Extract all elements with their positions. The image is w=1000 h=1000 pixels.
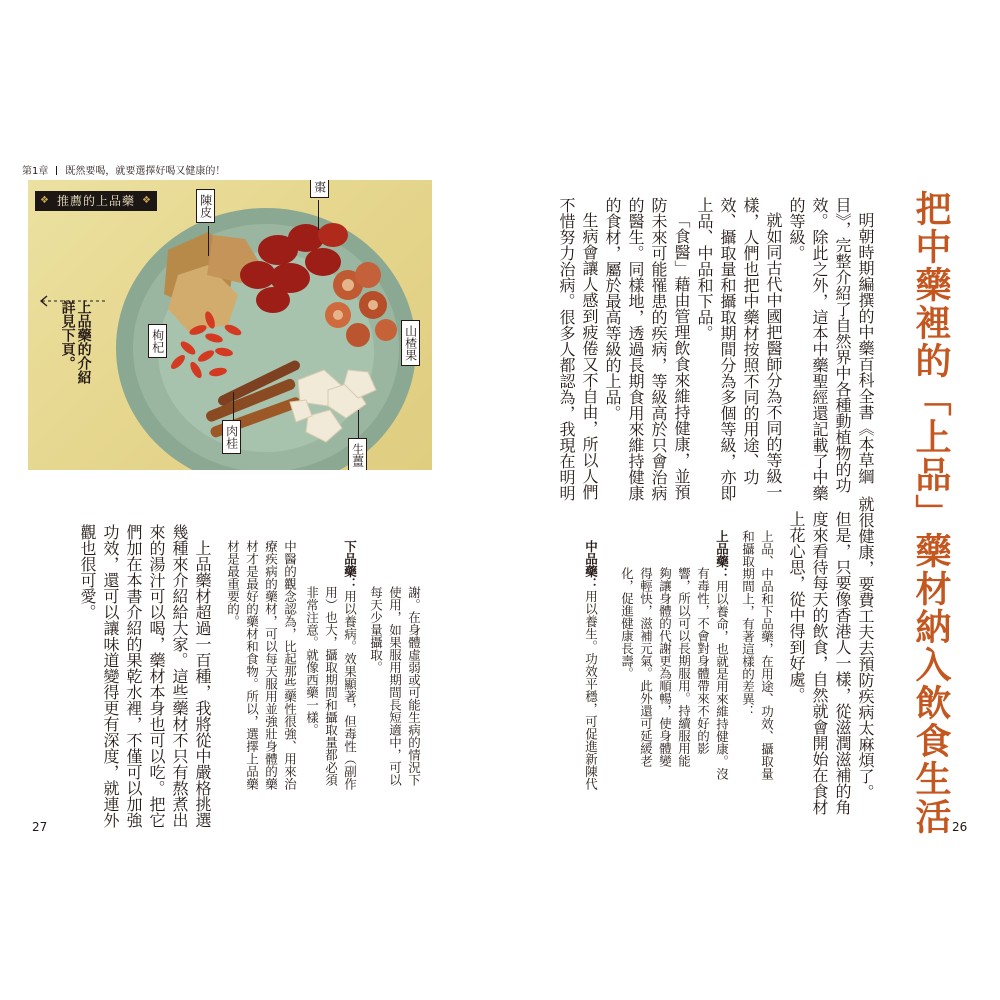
label-ginger: 生薑 <box>348 438 367 470</box>
label-cinnamon: 肉桂 <box>222 420 241 454</box>
small-line: 材才是最好的藥材和食物。所以，選擇上品藥 <box>244 540 260 790</box>
page-number-left: 27 <box>32 820 48 834</box>
body-line: 上品藥材超過一百種，我將從中嚴格挑選 <box>193 540 212 828</box>
small-line: 使用，如果服用期間長短適中，可以 <box>387 586 403 786</box>
middle-grade-term: 中品藥： <box>583 540 599 590</box>
body-line: 明朝時期編撰的中藥百科全書《本草綱 <box>856 212 875 484</box>
middle-grade-line: 中品藥：用以養生。功效平穩，可促進新陳代 <box>583 540 599 790</box>
body-line: 效。除此之外，這本中藥聖經還記載了中藥 <box>810 197 829 501</box>
chapter-subtitle: 既然要喝，就要選擇好喝又健康的！ <box>65 166 226 177</box>
upper-grade-term: 上品藥： <box>714 530 730 580</box>
body-line: 的等級。 <box>787 197 806 261</box>
label-goji: 枸杞 <box>148 324 167 358</box>
body-line: 觀也很可愛。 <box>78 524 97 620</box>
leader-jujube <box>318 200 319 230</box>
body-line: 樣，人們也把中藥材按照不同的用途、功 <box>741 197 760 485</box>
small-line: 中醫的觀念認為，比起那些藥性很強、用來治 <box>282 540 298 790</box>
upper-grade-line: 上品藥：用以養命，也就是用來維持健康。沒 <box>714 530 730 780</box>
lower-grade-line: 下品藥：用以養病。效果顯著，但毒性（副作 <box>342 540 358 790</box>
small-line: 有毒性，不會對身體帶來不好的影 <box>695 567 711 755</box>
small-line: 響，所以可以長期服用。持續服用能 <box>676 567 692 767</box>
body-line: 「食醫」藉由管理飲食來維持健康，並預 <box>672 212 691 500</box>
chapter-label: 第1章 <box>22 166 49 177</box>
body-line: 目》，完整介紹了自然界中各種動植物的功 <box>833 197 852 493</box>
body-line: 生病會讓人感到疲倦又不自由，所以人們 <box>580 212 599 500</box>
small-line: 和攝取期間上，有著這樣的差異： <box>740 530 756 718</box>
leader-chenpi <box>208 226 209 256</box>
body-line: 度來看待每天的飲食，自然就會開始在食材 <box>810 511 829 815</box>
header-divider <box>56 166 57 175</box>
body-line: 不惜努力治病。很多人都認為，我現在明明 <box>557 197 576 501</box>
body-line: 上品、中品和下品。 <box>695 197 714 341</box>
photo-tag: ❖ 推薦的上品藥 ❖ <box>35 191 157 211</box>
small-line: 上品、中品和下品藥，在用途、功效、攝取量 <box>759 530 775 780</box>
small-line: 療疾病的藥材，可以每天服用並強壯身體的藥 <box>263 540 279 790</box>
page-number-right: 26 <box>952 820 968 834</box>
small-line: 用）也大，攝取期間和攝取量都必須 <box>323 586 339 786</box>
body-line: 效、攝取量和攝取期間分為多個等級，亦即 <box>718 197 737 501</box>
body-line: 的醫生。同樣地，透過長期食用來維持健康 <box>626 197 645 501</box>
label-jujube: 棗 <box>310 180 329 198</box>
body-line: 就很健康，要費工夫去預防疾病太麻煩了。 <box>856 496 875 800</box>
small-line: 非常注意。就像西藥一樣。 <box>304 586 320 736</box>
small-line: 化，促進健康長壽。 <box>619 567 635 680</box>
small-line: 謝。在身體虛弱或可能生病的情況下 <box>406 586 422 786</box>
lower-grade-term: 下品藥： <box>342 540 358 590</box>
small-line: 得輕快，滋補元氣。此外還可延緩老 <box>638 567 654 767</box>
body-line: 防未來可能罹患的疾病，等級高於只會治病 <box>649 197 668 501</box>
photo-caption-col-2: 詳見下頁。 <box>59 300 76 370</box>
label-chenpi: 陳皮 <box>196 189 215 223</box>
body-line: 幾種來介紹給大家。這些藥材不只有熬煮出 <box>170 524 189 828</box>
running-header <box>22 162 225 177</box>
small-line: 每天少量攝取。 <box>368 586 384 674</box>
body-line: 就如同古代中國把醫師分為不同的等級一 <box>764 212 783 500</box>
body-line: 但是，只要像香港人一樣，從滋潤滋補的角 <box>833 511 852 815</box>
small-line: 材是最重要的。 <box>225 540 241 628</box>
body-line: 的食材，屬於最高等級的上品。 <box>603 197 622 421</box>
leader-ginger <box>358 410 359 438</box>
photo-caption-col-1: 上品藥的介紹 <box>75 300 92 384</box>
small-line: 夠讓身體的代謝更為順暢，使身體變 <box>657 567 673 767</box>
leader-cinnamon <box>233 392 234 420</box>
body-line: 功效，還可以讓味道變得更有深度，就連外 <box>101 524 120 828</box>
body-line: 們加在本書介紹的果乾水裡，不僅可以加強 <box>124 524 143 828</box>
body-line: 來的湯汁可以喝，藥材本身也可以吃。把它 <box>147 524 166 828</box>
body-line: 上花心思，從中得到好處。 <box>787 511 806 703</box>
page-title: 把中藥裡的「上品」藥材納入飲食生活 <box>910 190 952 836</box>
label-hawthorn: 山楂果 <box>401 320 420 366</box>
